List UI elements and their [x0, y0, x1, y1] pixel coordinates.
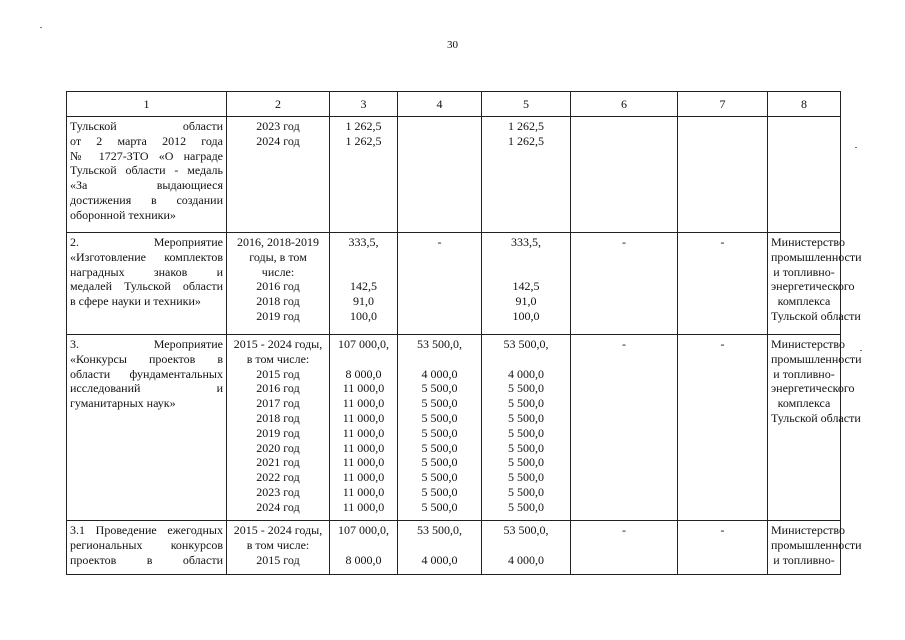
column-7-value-line: - — [720, 523, 725, 537]
total-amount-line: 8 000,0 — [345, 366, 382, 381]
executor-line: энергетического — [771, 381, 855, 396]
regional-amount-cell — [482, 521, 571, 575]
years-line: 2018 год — [256, 294, 300, 309]
years-line: 2019 год — [256, 425, 300, 440]
measure-name-line: 3.1 Проведение ежегодных — [70, 523, 223, 537]
regional-amount-line — [485, 538, 567, 553]
document-table — [66, 91, 862, 575]
column-6-value-cell — [571, 335, 678, 521]
regional-amount-line: 53 500,0, — [503, 523, 549, 537]
measure-name-line: Тульской области - медаль — [70, 163, 223, 178]
federal-amount-line: 5 500,0 — [421, 470, 458, 485]
regional-amount-line: 53 500,0, — [503, 337, 549, 351]
years-line: 2015 - 2024 годы, — [233, 337, 323, 351]
executor-line: энергетического — [771, 279, 855, 294]
table-row — [67, 117, 841, 233]
table-row — [67, 521, 841, 575]
federal-amount-line: 5 500,0 — [421, 410, 458, 425]
federal-amount-line: 5 500,0 — [421, 440, 458, 455]
measure-name-line: наградных знаков и — [70, 264, 223, 279]
years-line: в том числе: — [246, 537, 310, 552]
federal-amount-line — [401, 538, 478, 553]
federal-amount-line: 5 500,0 — [421, 455, 458, 470]
measure-name-line: от 2 марта 2012 года — [70, 133, 223, 148]
executor-line: промышленности — [771, 537, 862, 552]
years-line: числе: — [261, 264, 295, 279]
column-6-value-cell — [571, 233, 678, 335]
years-cell — [227, 117, 330, 233]
years-cell — [227, 335, 330, 521]
federal-amount-line: 4 000,0 — [421, 552, 458, 567]
measure-name-line: достижения в создании — [70, 192, 223, 207]
measure-name-cell — [67, 233, 227, 335]
years-line: в том числе: — [246, 351, 310, 366]
regional-amount-line: 100,0 — [512, 308, 540, 323]
federal-amount-line: 53 500,0, — [417, 523, 462, 537]
column-7-value-line: - — [720, 235, 725, 249]
regional-amount-line — [485, 265, 567, 280]
measure-name-line: в сфере науки и техники» — [70, 294, 201, 309]
executor-line: и топливно- — [773, 552, 835, 567]
executor-line: Министерство — [771, 523, 845, 537]
regional-amount-line: 5 500,0 — [508, 455, 544, 470]
years-line: 2022 год — [256, 470, 300, 485]
total-amount-line: 91,0 — [353, 294, 374, 309]
executor-line: Министерство — [771, 235, 845, 249]
column-7-value-cell — [678, 521, 768, 575]
total-amount-line: 11 000,0 — [342, 470, 385, 485]
regional-amount-line: 5 500,0 — [508, 484, 544, 499]
years-cell — [227, 233, 330, 335]
years-line: 2018 год — [256, 410, 300, 425]
years-line: 2020 год — [256, 440, 300, 455]
federal-amount-line: 5 500,0 — [421, 396, 458, 411]
total-amount-line: 11 000,0 — [342, 455, 385, 470]
measure-name-line: 2. Мероприятие — [70, 235, 223, 249]
total-amount-line: 11 000,0 — [342, 381, 385, 396]
executor-line: комплекса — [777, 294, 831, 309]
years-line: 2016 год — [256, 279, 300, 294]
regional-amount-line: 333,5, — [511, 235, 541, 249]
table-header-row — [67, 92, 841, 117]
column-7-value-cell — [678, 335, 768, 521]
total-amount-line: 11 000,0 — [342, 484, 385, 499]
measure-name-line: «Изготовление комплектов — [70, 249, 223, 264]
regional-amount-line: 5 500,0 — [508, 396, 544, 411]
regional-amount-line: 4 000,0 — [508, 552, 544, 567]
federal-amount-cell — [398, 521, 482, 575]
measure-name-cell — [67, 117, 227, 233]
regional-amount-line: 91,0 — [515, 294, 537, 309]
federal-amount-line: 4 000,0 — [421, 366, 458, 381]
federal-amount-line: 5 500,0 — [421, 381, 458, 396]
column-header-7: 7 — [678, 92, 768, 117]
total-amount-line: 100,0 — [350, 308, 377, 323]
total-amount-line: 142,5 — [350, 279, 377, 294]
total-amount-line: 11 000,0 — [342, 396, 385, 411]
years-line: 2024 год — [256, 133, 300, 148]
years-line: годы, в том — [249, 249, 307, 264]
page-number: 30 — [447, 39, 458, 51]
column-header-4: 4 — [398, 92, 482, 117]
regional-amount-cell — [482, 233, 571, 335]
federal-amount-cell — [398, 117, 482, 233]
scan-speck — [860, 350, 862, 351]
measure-name-cell — [67, 335, 227, 521]
measure-name-cell — [67, 521, 227, 575]
measure-name-line: исследований и — [70, 381, 223, 396]
years-line: 2019 год — [256, 308, 300, 323]
measure-name-line: «Конкурсы проектов в — [70, 351, 223, 366]
column-7-value-line: - — [720, 337, 725, 351]
years-line: 2015 год — [256, 552, 300, 567]
years-cell — [227, 521, 330, 575]
executor-line: Тульской области — [771, 410, 861, 425]
table-row — [67, 335, 841, 521]
regional-amount-line: 142,5 — [512, 279, 540, 294]
regional-amount-line: 5 500,0 — [508, 381, 544, 396]
regional-amount-line: 5 500,0 — [508, 499, 544, 514]
total-amount-line: 11 000,0 — [342, 425, 385, 440]
executor-cell — [768, 233, 862, 335]
years-line: 2015 год — [256, 366, 300, 381]
total-amount-line: 11 000,0 — [342, 440, 385, 455]
regional-amount-line: 1 262,5 — [508, 119, 544, 133]
column-6-value-line: - — [622, 235, 626, 249]
total-amount-line — [333, 538, 394, 553]
federal-amount-line: 5 500,0 — [421, 484, 458, 499]
measure-name-line: оборонной техники» — [70, 207, 176, 222]
total-amount-line: 8 000,0 — [345, 552, 382, 567]
column-6-value-cell — [571, 117, 678, 233]
column-header-6: 6 — [571, 92, 678, 117]
column-header-1: 1 — [67, 92, 227, 117]
years-line: 2023 год — [256, 119, 300, 133]
executor-line: Министерство — [771, 337, 845, 351]
total-amount-line: 333,5, — [348, 235, 379, 249]
total-amount-line — [333, 352, 394, 367]
column-header-3: 3 — [330, 92, 398, 117]
measure-name-line: гуманитарных наук» — [70, 396, 176, 411]
total-amount-cell — [330, 233, 398, 335]
total-amount-line: 1 262,5 — [345, 133, 382, 148]
years-line: 2017 год — [256, 396, 300, 411]
total-amount-cell — [330, 335, 398, 521]
regional-amount-line: 5 500,0 — [508, 410, 544, 425]
total-amount-line — [333, 265, 394, 280]
regional-amount-line — [485, 250, 567, 265]
measure-name-line: № 1727-ЗТО «О награде — [70, 148, 223, 163]
federal-amount-line — [401, 352, 478, 367]
regional-amount-line: 5 500,0 — [508, 440, 544, 455]
federal-amount-cell — [398, 335, 482, 521]
total-amount-cell — [330, 521, 398, 575]
executor-line: промышленности — [771, 351, 862, 366]
measure-name-line: «За выдающиеся — [70, 178, 223, 193]
federal-amount-line: - — [437, 235, 442, 249]
years-line: 2023 год — [256, 484, 300, 499]
column-6-value-cell — [571, 521, 678, 575]
executor-cell — [768, 335, 862, 521]
measure-name-line: медалей Тульской области — [70, 279, 223, 294]
measure-name-line: региональных конкурсов — [70, 537, 223, 552]
years-line: 2016 год — [256, 381, 300, 396]
column-6-value-line: - — [622, 337, 626, 351]
federal-amount-line: 5 500,0 — [421, 499, 458, 514]
regional-amount-cell — [482, 335, 571, 521]
column-7-value-cell — [678, 117, 768, 233]
column-header-8: 8 — [768, 92, 841, 117]
column-header-5: 5 — [482, 92, 571, 117]
regional-amount-cell — [482, 117, 571, 233]
measure-name-line: 3. Мероприятие — [70, 337, 223, 351]
regional-amount-line — [485, 352, 567, 367]
years-line: 2015 - 2024 годы, — [233, 523, 323, 537]
scan-speck — [40, 27, 42, 28]
total-amount-line: 107 000,0, — [338, 523, 389, 537]
regional-amount-line: 5 500,0 — [508, 470, 544, 485]
total-amount-cell — [330, 117, 398, 233]
scan-speck — [855, 147, 857, 148]
executor-line: комплекса — [777, 396, 831, 411]
measure-name-line: Тульской области — [70, 119, 223, 133]
total-amount-line — [333, 250, 394, 265]
years-line: 2021 год — [256, 455, 300, 470]
column-6-value-line: - — [622, 523, 626, 537]
executor-cell — [768, 117, 841, 233]
regional-amount-line: 4 000,0 — [508, 366, 544, 381]
table-body — [67, 92, 862, 575]
column-header-2: 2 — [227, 92, 330, 117]
executor-line: Тульской области — [771, 308, 861, 323]
total-amount-line: 11 000,0 — [342, 499, 385, 514]
executor-cell — [768, 521, 862, 575]
executor-line: промышленности — [771, 249, 862, 264]
years-line: 2024 год — [256, 499, 300, 514]
federal-amount-cell — [398, 233, 482, 335]
total-amount-line: 1 262,5 — [345, 119, 382, 133]
measure-name-line: области фундаментальных — [70, 366, 223, 381]
table-row — [67, 233, 841, 335]
regional-amount-line: 1 262,5 — [508, 133, 544, 148]
total-amount-line: 11 000,0 — [342, 410, 385, 425]
total-amount-line: 107 000,0, — [338, 337, 389, 351]
column-7-value-cell — [678, 233, 768, 335]
years-line: 2016, 2018-2019 — [237, 235, 319, 249]
regional-amount-line: 5 500,0 — [508, 425, 544, 440]
measure-name-line: проектов в области — [70, 552, 223, 567]
federal-amount-line: 53 500,0, — [417, 337, 462, 351]
federal-amount-line: 5 500,0 — [421, 425, 458, 440]
executor-line: и топливно- — [773, 366, 835, 381]
executor-line: и топливно- — [773, 264, 835, 279]
